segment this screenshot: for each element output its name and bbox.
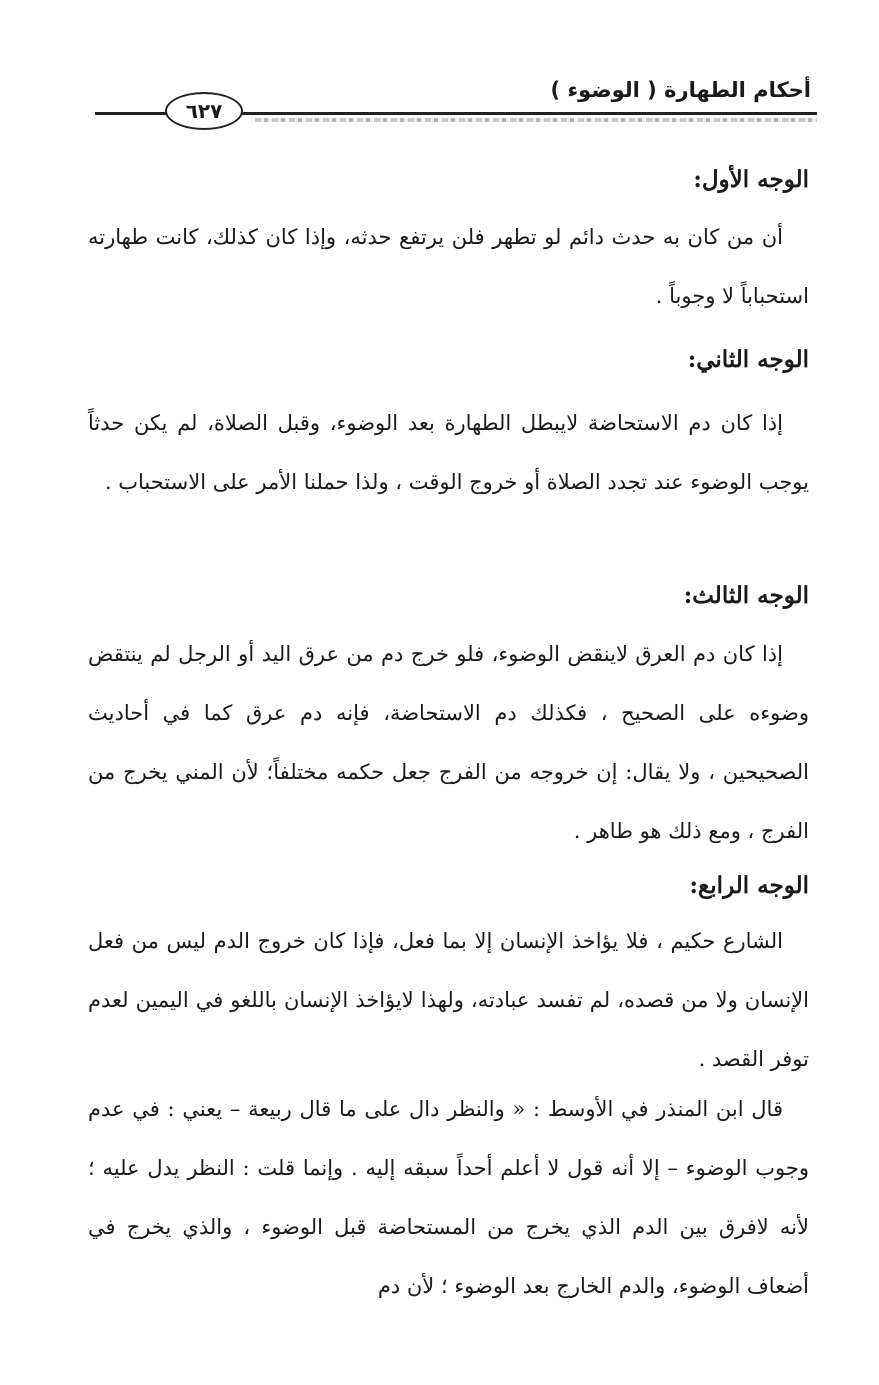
paragraph: إذا كان دم الاستحاضة لايبطل الطهارة بعد الوضوء، وقبل الصلاة، لم يكن حدثاً يوجب الوضوء عند تجدد الصلاة أو خروج الوقت ، ولذا حملنا الأمر على الاستحباب . bbox=[88, 411, 809, 494]
section-heading-3: الوجه الثالث: bbox=[683, 582, 809, 609]
section-text-1 bbox=[88, 208, 809, 326]
quote-paragraph bbox=[88, 1080, 809, 1316]
section-heading-2: الوجه الثاني: bbox=[687, 346, 809, 373]
paragraph: إذا كان دم العرق لاينقض الوضوء، فلو خرج دم من عرق اليد أو الرجل لم ينتقض وضوءه على الصحيح ، فكذلك دم الاستحاضة، فإنه دم عرق كما في أحاديث الصحيحين ، ولا يقال: إن خروجه من الفرج جعل حكمه مختلفاً؛ لأن المني يخرج من الفرج ، ومع ذلك هو طاهر . bbox=[88, 642, 809, 843]
page-header bbox=[95, 78, 817, 130]
section-text-4 bbox=[88, 912, 809, 1089]
header-rule-texture bbox=[255, 118, 817, 122]
paragraph: أن من كان به حدث دائم لو تطهر فلن يرتفع حدثه، وإذا كان كذلك، كانت طهارته استحباباً لا وجوباً . bbox=[88, 225, 809, 308]
page-number: ٦٢٧ bbox=[165, 92, 243, 130]
section-text-3 bbox=[88, 625, 809, 861]
running-title: أحكام الطهارة ( الوضوء ) bbox=[550, 78, 811, 102]
section-text-2 bbox=[88, 394, 809, 512]
paragraph: قال ابن المنذر في الأوسط : « والنظر دال على ما قال ربيعة – يعني : في عدم وجوب الوضوء – إلا أنه قول لا أعلم أحداً سبقه إليه . وإنما قلت : النظر يدل عليه ؛ لأنه لافرق بين الدم الذي يخرج من المستحاضة قبل الوضوء ، والذي يخرج في أضعاف الوضوء، والدم الخارج بعد الوضوء ؛ لأن دم bbox=[88, 1097, 809, 1298]
section-heading-1: الوجه الأول: bbox=[693, 166, 809, 193]
section-heading-4: الوجه الرابع: bbox=[689, 872, 809, 899]
paragraph: الشارع حكيم ، فلا يؤاخذ الإنسان إلا بما فعل، فإذا كان خروج الدم ليس من فعل الإنسان ولا من قصده، لم تفسد عبادته، ولهذا لايؤاخذ الإنسان باللغو في اليمين لعدم توفر القصد . bbox=[88, 929, 809, 1071]
